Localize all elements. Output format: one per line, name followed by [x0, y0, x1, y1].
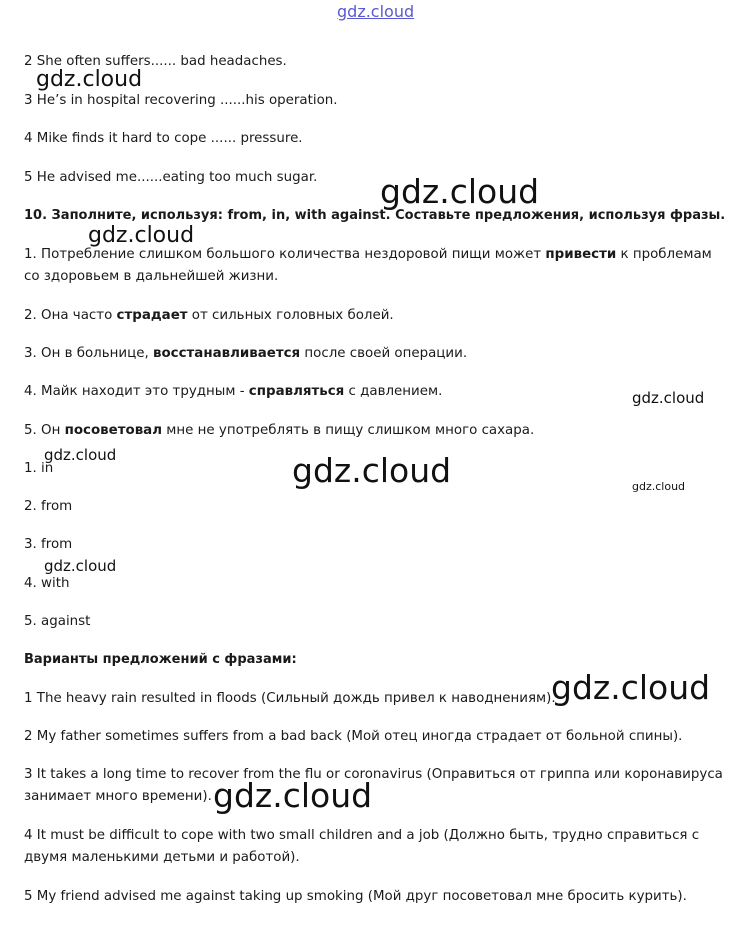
variants-heading: Варианты предложений с фразами: — [24, 652, 297, 667]
watermark: gdz.cloud — [551, 668, 711, 707]
translation-line — [24, 244, 729, 288]
variant-line: 3 It takes a long time to recover from the flu or coronavirus (Оправиться от гриппа или коронавируса занимает много времени). — [24, 767, 723, 804]
answer-line: 5. against — [24, 614, 91, 629]
keyword: справляться — [248, 384, 345, 399]
answer-line: 2. from — [24, 499, 73, 514]
text-part: 1. Потребление слишком большого количества нездоровой пищи может — [24, 247, 546, 262]
translation-line — [24, 381, 442, 403]
exercise-line: 4 Mike finds it hard to cope ...... pressure. — [24, 131, 303, 146]
variant-line: 5 My friend advised me against taking up smoking (Мой друг посоветовал мне бросить курить). — [24, 889, 687, 904]
answer-line: 1. in — [24, 461, 54, 476]
translation-line — [24, 305, 394, 327]
keyword: восстанавливается — [152, 346, 301, 361]
text-part: от сильных головных болей. — [187, 308, 394, 323]
text-part: 2. Она часто — [24, 308, 117, 323]
text-part: к проблемам со здоровьем в дальнейшей жизни. — [24, 247, 712, 284]
watermark: gdz.cloud — [292, 451, 452, 490]
variant-line: 2 My father sometimes suffers from a bad back (Мой отец иногда страдает от больной спины). — [24, 729, 683, 744]
variant-line: 1 The heavy rain resulted in floods (Сильный дождь привел к наводнениям). — [24, 691, 556, 706]
watermark: gdz.cloud — [380, 172, 540, 211]
text-part: 5. Он — [24, 423, 65, 438]
text-part: мне не употреблять в пищу слишком много сахара. — [162, 423, 535, 438]
text-part: после своей операции. — [300, 346, 468, 361]
text-part: 4. Майк находит это трудным - — [24, 384, 249, 399]
keyword: страдает — [116, 308, 188, 323]
text-part: с давлением. — [344, 384, 443, 399]
text-part: 3. Он в больнице, — [24, 346, 153, 361]
keyword: привести — [545, 247, 617, 262]
watermark-top[interactable]: gdz.cloud — [337, 2, 415, 21]
keyword: посоветовал — [64, 423, 163, 438]
exercise-line: 2 She often suffers...... bad headaches. — [24, 54, 287, 69]
watermark: gdz.cloud — [632, 389, 705, 407]
answer-line: 4. with — [24, 576, 70, 591]
watermark: gdz.cloud — [213, 776, 373, 815]
watermark: gdz.cloud — [36, 67, 143, 92]
variant-line: 4 It must be difficult to cope with two small children and a job (Должно быть, трудно справиться с двумя маленькими детьми и работой). — [24, 828, 700, 865]
exercise-line: 3 He’s in hospital recovering ......his operation. — [24, 93, 338, 108]
watermark: gdz.cloud — [44, 446, 117, 464]
exercise-line: 5 He advised me......eating too much sugar. — [24, 170, 318, 185]
task-heading: 10. Заполните, используя: from, in, with against. Составьте предложения, используя фразы. — [24, 208, 726, 223]
translation-line — [24, 420, 534, 442]
watermark: gdz.cloud — [44, 557, 117, 575]
translation-line — [24, 343, 467, 365]
watermark: gdz.cloud — [632, 480, 686, 493]
watermark: gdz.cloud — [88, 223, 195, 248]
answer-line: 3. from — [24, 537, 73, 552]
